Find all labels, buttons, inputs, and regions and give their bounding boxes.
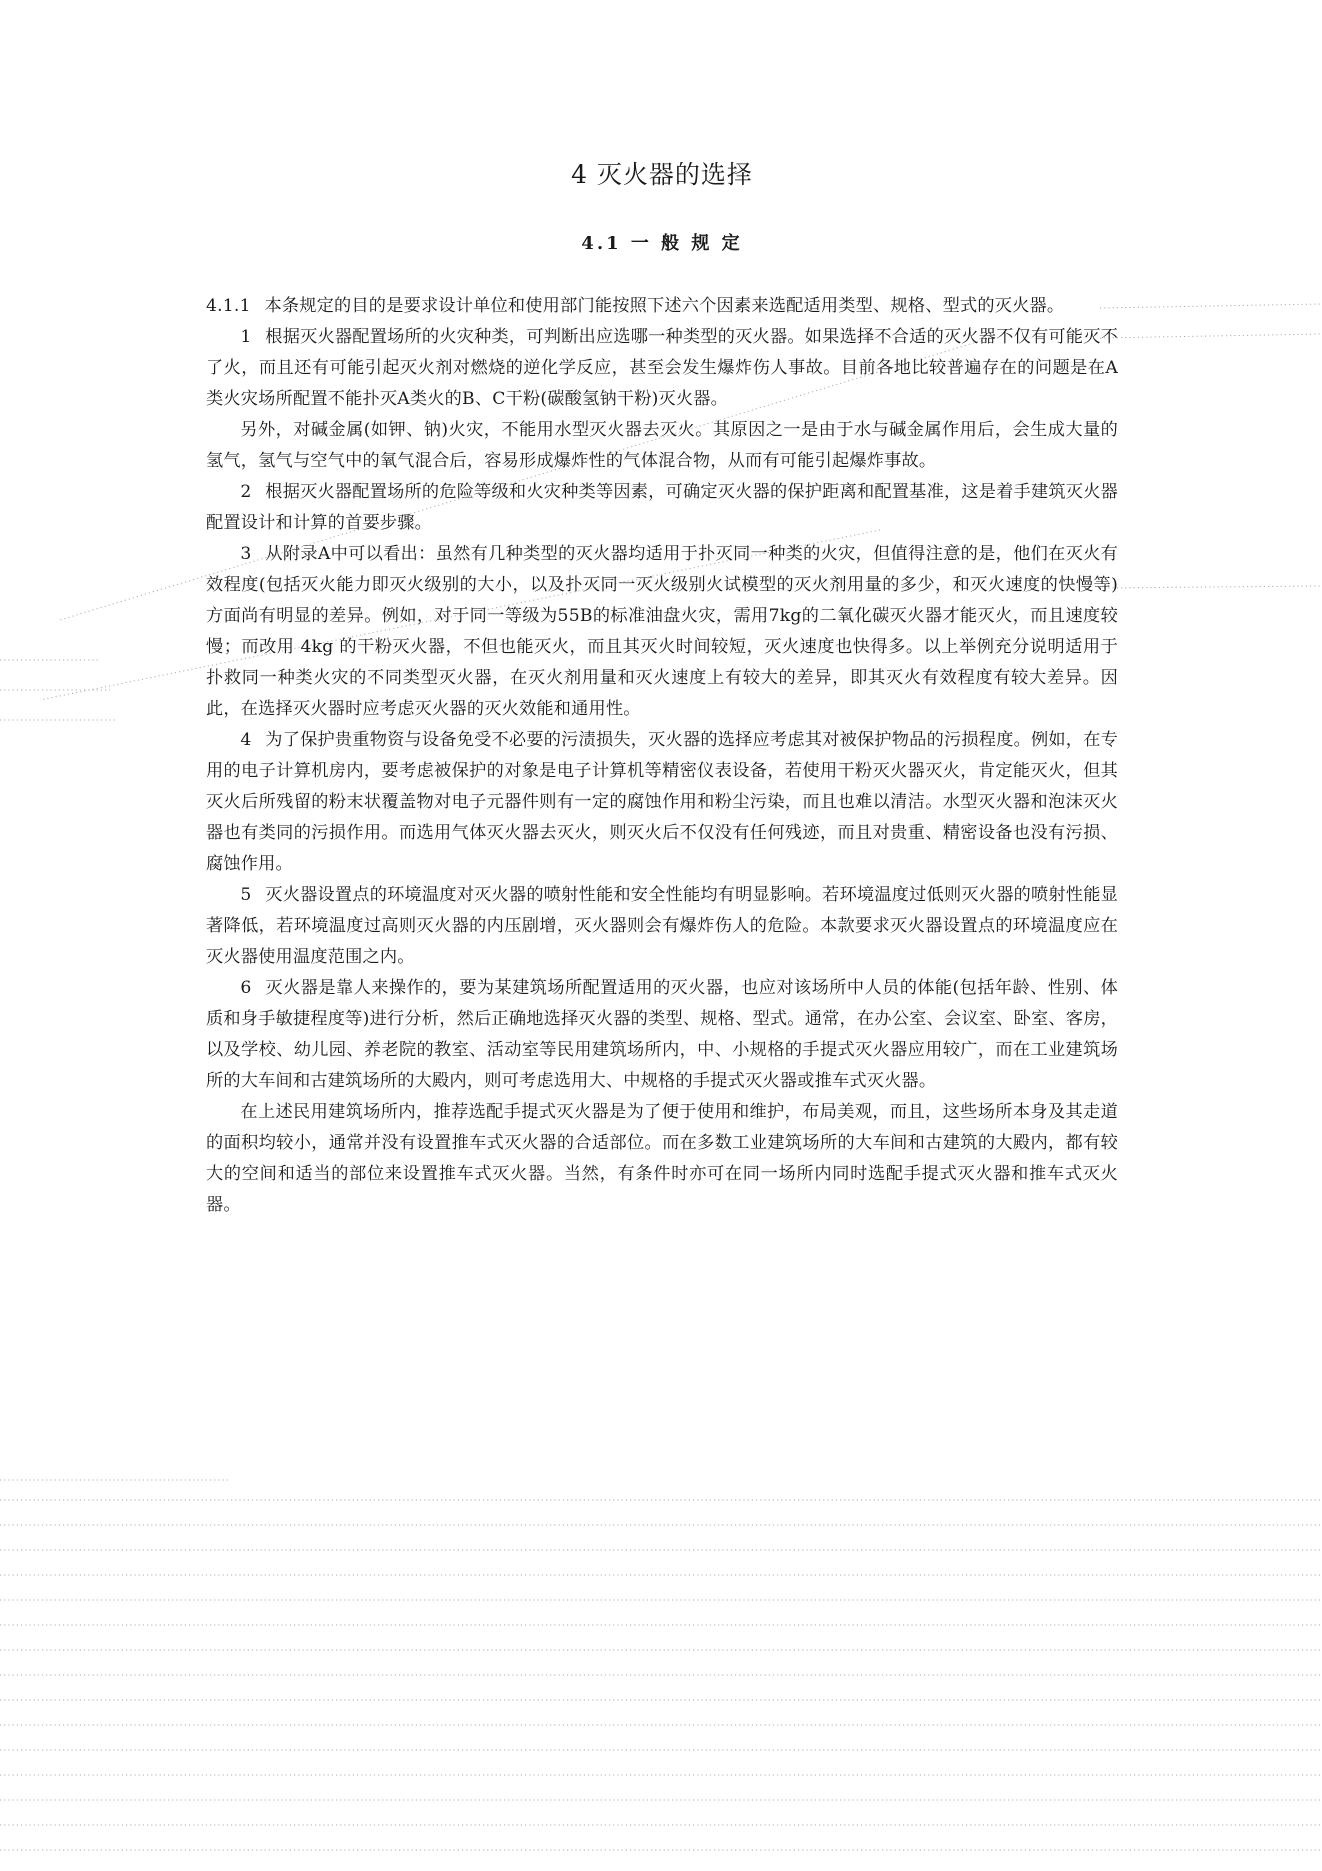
paragraph-text: 根据灭火器配置场所的火灾种类，可判断出应选哪一种类型的灭火器。如果选择不合适的灭火器不仅有可能灭不了火，而且还有可能引起灭火剂对燃烧的逆化学反应，甚至会发生爆炸伤人事故。目前各地比较普遍存在的问题是在A类火灾场所配置不能扑灭A类火的B、C干粉(碳酸氢钠干粉)灭火器。 (206, 327, 1118, 409)
item-number: 5 (240, 885, 252, 905)
paragraph-text: 根据灭火器配置场所的危险等级和火灾种类等因素，可确定灭火器的保护距离和配置基准，这是着手建筑灭火器配置设计和计算的首要步骤。 (206, 482, 1118, 533)
paragraph-item-6-continued (206, 1097, 1118, 1221)
item-number: 3 (240, 544, 252, 564)
paragraph-text: 从附录A中可以看出：虽然有几种类型的灭火器均适用于扑灭同一种类的火灾，但值得注意的是，他们在灭火有效程度(包括灭火能力即灭火级别的大小，以及扑灭同一灭火级别火试模型的灭火剂用量的多少，和灭火速度的快慢等)方面尚有明显的差异。例如，对于同一等级为55B的标准油盘火灾，需用7kg的二氧化碳灭火器才能灭火，而且速度较慢；而改用 4kg 的干粉灭火器，不但也能灭火，而且其灭火时间较短，灭火速度也快得多。以上举例充分说明适用于扑救同一种类火灾的不同类型灭火器，在灭火剂用量和灭火速度上有较大的差异，即其灭火有效程度有较大差异。因此，在选择灭火器时应考虑灭火器的灭火效能和通用性。 (206, 544, 1118, 719)
clause-number: 4.1.1 (206, 296, 251, 316)
section-title: 4.1 一 般 规 定 (581, 233, 743, 254)
paragraph-text: 灭火器设置点的环境温度对灭火器的喷射性能和安全性能均有明显影响。若环境温度过低则灭火器的喷射性能显著降低，若环境温度过高则灭火器的内压剧增，灭火器则会有爆炸伤人的危险。本款要求灭火器设置点的环境温度应在灭火器使用温度范围之内。 (206, 885, 1118, 967)
paragraph-text: 另外，对碱金属(如钾、钠)火灾，不能用水型灭火器去灭火。其原因之一是由于水与碱金属作用后，会生成大量的氢气，氢气与空气中的氧气混合后，容易形成爆炸性的气体混合物，从而有可能引起爆炸事故。 (206, 420, 1118, 471)
paragraph-text: 灭火器是靠人来操作的，要为某建筑场所配置适用的灭火器，也应对该场所中人员的体能(包括年龄、性别、体质和身手敏捷程度等)进行分析，然后正确地选择灭火器的类型、规格、型式。通常，在办公室、会议室、卧室、客房，以及学校、幼儿园、养老院的教室、活动室等民用建筑场所内，中、小规格的手提式灭火器应用较广，而在工业建筑场所的大车间和古建筑场所的大殿内，则可考虑选用大、中规格的手提式灭火器或推车式灭火器。 (206, 978, 1118, 1091)
paragraph-text: 在上述民用建筑场所内，推荐选配手提式灭火器是为了便于使用和维护，布局美观，而且，这些场所本身及其走道的面积均较小，通常并没有设置推车式灭火器的合适部位。而在多数工业建筑场所的大车间和古建筑的大殿内，都有较大的空间和适当的部位来设置推车式灭火器。当然，有条件时亦可在同一场所内同时选配手提式灭火器和推车式灭火器。 (206, 1102, 1118, 1215)
paragraph-item-5 (206, 880, 1118, 973)
paragraph-item-1 (206, 322, 1118, 415)
paragraph-item-6 (206, 973, 1118, 1097)
paragraph-item-1-continued (206, 415, 1118, 477)
chapter-title: 4 灭火器的选择 (571, 160, 753, 189)
item-number: 1 (240, 327, 252, 347)
paragraph-4-1-1 (206, 291, 1118, 322)
paragraph-text: 为了保护贵重物资与设备免受不必要的污渍损失，灭火器的选择应考虑其对被保护物品的污损程度。例如，在专用的电子计算机房内，要考虑被保护的对象是电子计算机等精密仪表设备，若使用干粉灭火器灭火，肯定能灭火，但其灭火后所残留的粉末状覆盖物对电子元器件则有一定的腐蚀作用和粉尘污染，而且也难以清洁。水型灭火器和泡沫灭火器也有类同的污损作用。而选用气体灭火器去灭火，则灭火后不仅没有任何残迹，而且对贵重、精密设备也没有污损、腐蚀作用。 (206, 730, 1118, 874)
page-body (206, 155, 1118, 1221)
item-number: 2 (240, 482, 252, 502)
item-number: 6 (240, 978, 252, 998)
paragraph-item-2 (206, 477, 1118, 539)
paragraph-item-3 (206, 539, 1118, 725)
item-number: 4 (240, 730, 252, 750)
paragraph-item-4 (206, 725, 1118, 880)
paragraph-text: 本条规定的目的是要求设计单位和使用部门能按照下述六个因素来选配适用类型、规格、型式的灭火器。 (264, 296, 1065, 316)
